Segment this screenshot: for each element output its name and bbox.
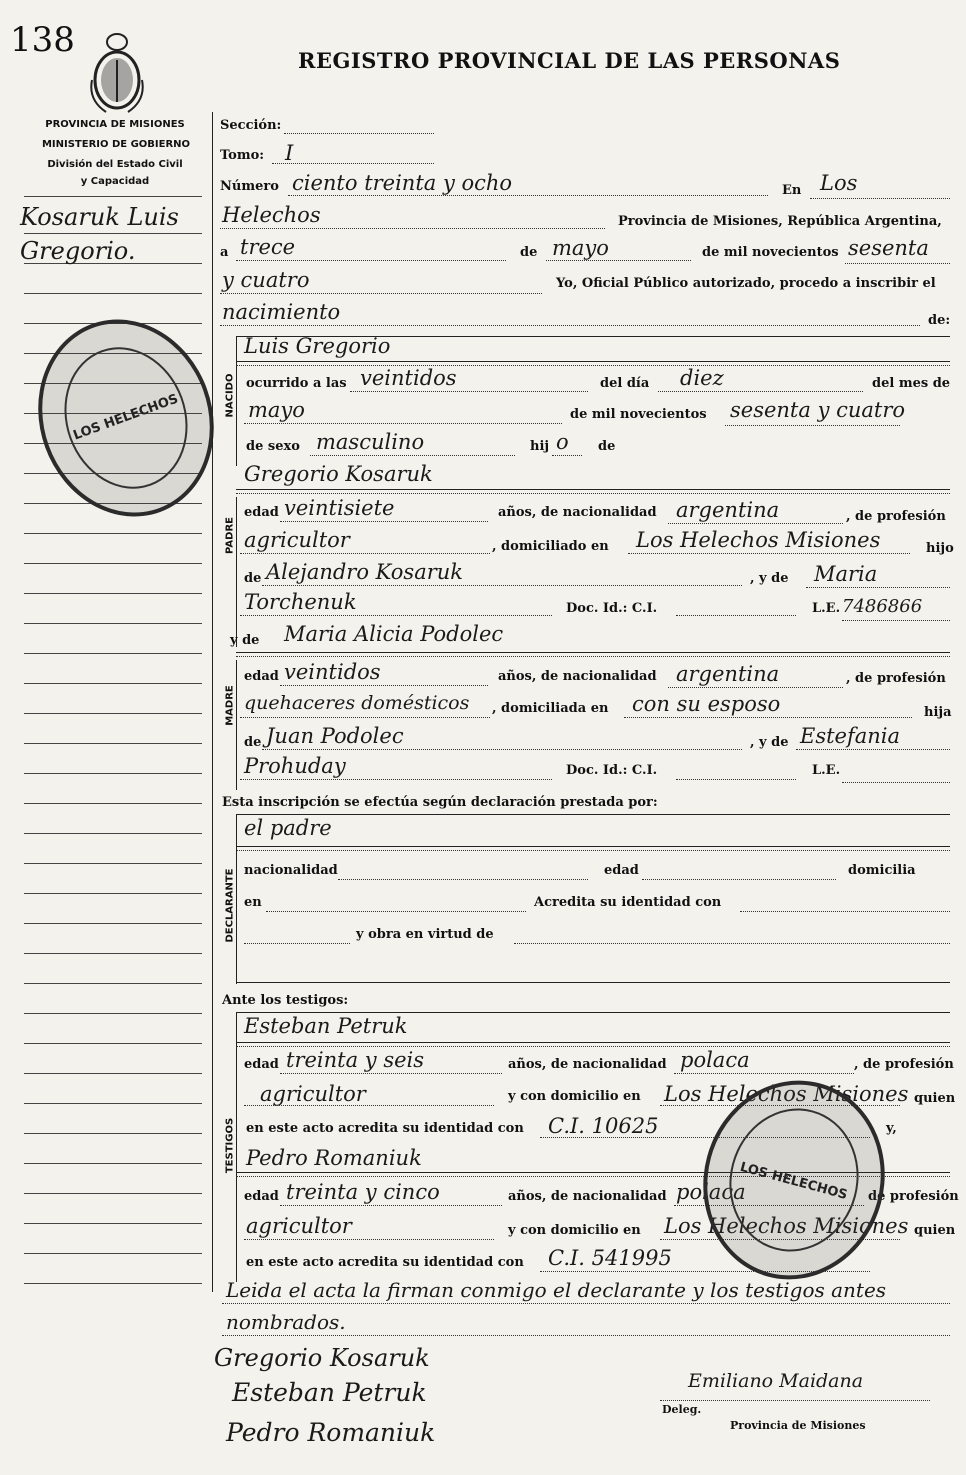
label-provincia: Provincia de Misiones, República Argentina,	[618, 214, 942, 229]
label-provincia-misiones: Provincia de Misiones	[730, 1419, 866, 1432]
entry-madre-nombre: Maria Alicia Podolec	[284, 622, 504, 646]
label-quien-t2: quien	[914, 1223, 956, 1238]
label-de-mil-2: de mil novecientos	[570, 407, 707, 422]
header-capacity: y Capacidad	[80, 176, 150, 187]
label-y-de-p: , y de	[750, 571, 789, 586]
coat-of-arms-icon	[86, 30, 148, 116]
entry-t2-ci: C.I. 541995	[548, 1246, 672, 1270]
label-edad-t2: edad	[244, 1189, 279, 1204]
entry-en: Los	[820, 171, 858, 195]
label-yo: Yo, Oficial Público autorizado, procedo a inscribir el	[556, 276, 936, 291]
label-tomo: Tomo:	[220, 148, 265, 163]
entry-abuelo-m: Juan Podolec	[266, 724, 404, 748]
entry-padre-edad: veintisiete	[284, 496, 395, 520]
entry-sexo: masculino	[316, 430, 425, 454]
label-domicilia: domicilia	[848, 863, 916, 878]
label-edad-dec: edad	[604, 863, 639, 878]
entry-t1-nac: polaca	[680, 1048, 750, 1072]
section-testigos: TESTIGOS	[224, 1117, 236, 1174]
label-profesion-padre: , de profesión	[846, 509, 946, 524]
label-hijo: hijo	[926, 541, 954, 556]
entry-padre-prof: agricultor	[244, 528, 350, 552]
signature-witness2: Pedro Romaniuk	[226, 1418, 436, 1447]
entry-dia-nac: diez	[680, 366, 724, 390]
label-nacionalidad-dec: nacionalidad	[244, 863, 338, 878]
entry-abuela-p1: Maria	[814, 562, 878, 586]
label-domiciliada: , domiciliada en	[492, 701, 609, 716]
entry-hora: veintidos	[360, 366, 457, 390]
label-y-coma: y,	[886, 1121, 897, 1136]
document-title: REGISTRO PROVINCIAL DE LAS PERSONAS	[298, 48, 841, 73]
label-domiciliado: , domiciliado en	[492, 539, 609, 554]
entry-t2-edad: treinta y cinco	[286, 1180, 440, 1204]
entry-t1-dom: Los Helechos Misiones	[664, 1082, 909, 1106]
header-division: División del Estado Civil	[47, 159, 183, 170]
label-profesion-t2: de profesión	[868, 1189, 959, 1204]
label-le-padre: L.E.	[812, 601, 841, 616]
margin-name-line2: Gregorio.	[20, 237, 136, 265]
label-edad-t1: edad	[244, 1057, 279, 1072]
label-doc-padre: Doc. Id.: C.I.	[566, 601, 658, 616]
label-en-dec: en	[244, 895, 262, 910]
label-profesion-t1: , de profesión	[854, 1057, 954, 1072]
signature-official: Emiliano Maidana	[688, 1370, 864, 1392]
label-de-mil: de mil novecientos	[702, 245, 839, 260]
label-domicilio-t2: y con domicilio en	[508, 1223, 641, 1238]
label-doc-madre: Doc. Id.: C.I.	[566, 763, 658, 778]
closing-text-1: Leida el acta la firman conmigo el declarante y los testigos antes	[226, 1278, 887, 1302]
entry-t2-nac: polaca	[676, 1180, 746, 1204]
label-y-de-madre: y de	[230, 633, 260, 648]
label-le-madre: L.E.	[812, 763, 841, 778]
entry-mes-nac: mayo	[248, 398, 305, 422]
page-number: 138	[10, 20, 75, 60]
label-anios-madre: años, de nacionalidad	[498, 669, 657, 684]
label-del-dia: del día	[600, 376, 650, 391]
entry-padre-nac: argentina	[676, 498, 780, 522]
entry-padre-le: 7486866	[842, 596, 923, 617]
entry-madre-edad: veintidos	[284, 660, 381, 684]
registry-seal-left: LOS HELECHOS	[11, 295, 241, 542]
signature-father: Gregorio Kosaruk	[214, 1344, 430, 1372]
entry-numero: ciento treinta y ocho	[292, 171, 513, 195]
entry-anio1: sesenta	[848, 236, 929, 260]
entry-abuela-p2: Torchenuk	[244, 590, 357, 614]
entry-madre-prof: quehaceres domésticos	[244, 692, 470, 714]
section-nacido: NACIDO	[224, 373, 236, 418]
label-a: a	[220, 245, 229, 260]
label-anios-padre: años, de nacionalidad	[498, 505, 657, 520]
section-declarante: DECLARANTE	[224, 868, 236, 943]
label-profesion-madre: , de profesión	[846, 671, 946, 686]
entry-abuelo-p: Alejandro Kosaruk	[266, 560, 464, 584]
label-hija: hija	[924, 705, 952, 720]
label-numero: Número	[220, 179, 279, 194]
entry-mes: mayo	[552, 236, 609, 260]
label-testigos: Ante los testigos:	[222, 993, 349, 1008]
entry-testigo1: Esteban Petruk	[244, 1014, 408, 1038]
entry-anio2: y cuatro	[222, 268, 310, 292]
label-edad-madre: edad	[244, 669, 279, 684]
entry-padre-nombre: Gregorio Kosaruk	[244, 462, 433, 486]
entry-acto: nacimiento	[222, 300, 341, 324]
entry-lugar: Helechos	[222, 203, 321, 227]
margin-name-line1: Kosaruk Luis	[20, 203, 179, 231]
label-domicilio-t1: y con domicilio en	[508, 1089, 641, 1104]
label-de-colon: de:	[928, 313, 951, 328]
entry-testigo2: Pedro Romaniuk	[246, 1146, 422, 1170]
signature-witness1: Esteban Petruk	[232, 1378, 427, 1407]
label-sexo: de sexo	[246, 439, 300, 454]
entry-t1-prof: agricultor	[260, 1082, 366, 1106]
label-acredita-t2: en este acto acredita su identidad con	[246, 1255, 524, 1270]
entry-t1-edad: treinta y seis	[286, 1048, 425, 1072]
entry-madre-dom: con su esposo	[632, 692, 781, 716]
section-madre: MADRE	[224, 685, 236, 726]
entry-padre-dom: Los Helechos Misiones	[636, 528, 881, 552]
entry-nombre: Luis Gregorio	[244, 334, 391, 358]
label-del-mes: del mes de	[872, 376, 951, 391]
entry-dia: trece	[240, 235, 296, 259]
entry-t2-prof: agricultor	[246, 1214, 352, 1238]
registry-seal-right: LOS HELECHOS	[681, 1060, 907, 1300]
entry-t2-dom: Los Helechos Misiones	[664, 1214, 909, 1238]
label-anios-t1: años, de nacionalidad	[508, 1057, 667, 1072]
label-quien-t1: quien	[914, 1091, 956, 1106]
closing-text-2: nombrados.	[226, 1310, 346, 1334]
label-de-abuelo-m: de	[244, 735, 262, 750]
header-ministry: MINISTERIO DE GOBIERNO	[41, 139, 191, 150]
entry-declarante: el padre	[244, 816, 332, 840]
label-declaracion: Esta inscripción se efectúa según declaración prestada por:	[222, 795, 658, 810]
section-padre: PADRE	[224, 517, 236, 554]
entry-abuela-m2: Prohuday	[244, 754, 346, 778]
label-delegacion: Deleg.	[662, 1403, 702, 1416]
entry-madre-nac: argentina	[676, 662, 780, 686]
header-province: PROVINCIA DE MISIONES	[45, 119, 185, 130]
entry-anio-nac: sesenta y cuatro	[730, 398, 906, 422]
label-y-de-m: , y de	[750, 735, 789, 750]
label-hij: hij	[530, 439, 550, 454]
label-en: En	[782, 183, 802, 198]
entry-hij: o	[556, 430, 569, 454]
label-de-mes: de	[520, 245, 538, 260]
label-ocurrido: ocurrido a las	[246, 376, 347, 391]
label-acredita-t1: en este acto acredita su identidad con	[246, 1121, 524, 1136]
label-acredita: Acredita su identidad con	[534, 895, 722, 910]
label-edad-padre: edad	[244, 505, 279, 520]
label-de-padres: de	[598, 439, 616, 454]
label-seccion: Sección:	[220, 118, 282, 133]
label-de-abuelo-p: de	[244, 571, 262, 586]
entry-tomo: I	[285, 141, 294, 165]
entry-abuela-m1: Estefania	[800, 724, 901, 748]
label-anios-t2: años, de nacionalidad	[508, 1189, 667, 1204]
entry-t1-ci: C.I. 10625	[548, 1114, 659, 1138]
label-obra: y obra en virtud de	[356, 927, 494, 942]
